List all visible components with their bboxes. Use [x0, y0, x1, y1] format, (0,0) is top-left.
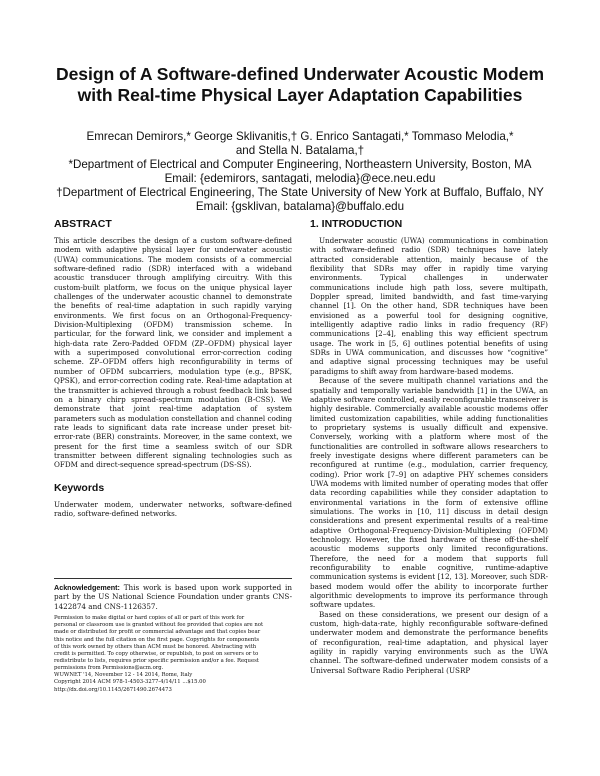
acknowledgement-text: This work is based upon work supported in part by the US National Science Foundation under grants CNS-1422874 and CNS-1126357.	[54, 583, 292, 611]
keywords-heading: Keywords	[54, 481, 105, 494]
authors-line-1: Emrecan Demirors,* George Sklivanitis,† G. Enrico Santagati,* Tommaso Melodia,*	[86, 130, 514, 143]
permission-notice	[54, 615, 292, 694]
permission-line: Permission to make digital or hard copies of all or part of this work for	[54, 615, 245, 622]
first-page-footnote	[54, 578, 292, 694]
email-1: Email: {edemirors, santagati, melodia}@ece.neu.edu	[164, 172, 436, 185]
affiliation-1: *Department of Electrical and Computer Engineering, Northeastern University, Boston, MA	[68, 158, 532, 171]
title-line-1: Design of A Software-defined Underwater Acoustic Modem	[55, 64, 545, 84]
permission-line: personal or classroom use is granted without fee provided that copies are not	[54, 622, 264, 629]
introduction-heading: 1. INTRODUCTION	[310, 218, 403, 230]
acknowledgement	[54, 583, 292, 611]
permission-line: made or distributed for profit or commercial advantage and that copies bear	[54, 629, 261, 636]
intro-paragraph-3: Based on these considerations, we present our design of a custom, high-data-rate, highly reconfigurable software-defined underwater modem and demonstrate the performance benefits of reconfiguration, real-time adaptation, and physical layer agility in rapidly varying environments such as the UWA channel. The software-defined underwater modem consists of a Universal Software Radio Peripheral (USRP	[310, 609, 548, 675]
permission-line: credit is permitted. To copy otherwise, or republish, to post on servers or to	[54, 650, 259, 657]
doi-link[interactable]: http://dx.doi.org/10.1145/2671490.2674473	[54, 686, 172, 693]
title-line-2: with Real-time Physical Layer Adaptation Capabilities	[77, 85, 523, 105]
affiliation-2: †Department of Electrical Engineering, The State University of New York at Buffalo, Buffalo, NY	[56, 186, 544, 199]
right-column	[310, 218, 548, 675]
authors-line-2: and Stella N. Batalama,†	[235, 144, 365, 157]
copyright-line: Copyright 2014 ACM 978-1-4503-3277-4/14/11 ...$15.00	[54, 679, 206, 686]
author-block	[30, 130, 570, 214]
intro-paragraph-2: Because of the severe multipath channel variations and the spatially and temporally variable bandwidth [1] in the UWA, an adaptive software controlled, easily reconfigurable transceiver is highly desirable. Commercially available acoustic modems offer limited customization capabilities, while adding functionalities to proprietary systems is usually difficult and expensive. Conversely, working with a platform where most of the functionalities are controlled in software allows researchers to freely investigate designs where different parameters can be reconfigured at runtime (e.g., modulation, carrier frequency, coding). Prior work [7–9] on adaptive PHY schemes considers UWA modems with limited number of operating modes that offer data recording capabilities while they consider adaptation to environmental variations in the form of extensive offline simulations. The works in [10, 11] discuss in detail design considerations and present experimental results of a real-time adaptive Orthogonal-Frequency-Division-Multiplexing (OFDM) technology. However, the fixed hardware of these off-the-shelf acoustic modems supports only limited reconfigurations. Therefore, the need for a modem that supports full reconfigurability to enable cognitive, runtime-adaptive communication systems is evident [12, 13]. Moreover, such SDR-based modem would offer the ability to incorporate further algorithmic developments to improve its performance through software updates.	[310, 376, 548, 610]
permission-line: redistribute to lists, requires prior specific permission and/or a fee. Request	[54, 657, 259, 664]
permission-line: permissions from Permissions@acm.org.	[54, 665, 164, 672]
abstract-heading: ABSTRACT	[54, 218, 112, 230]
email-2: Email: {gsklivan, batalama}@buffalo.edu	[195, 200, 405, 213]
intro-paragraph-1: Underwater acoustic (UWA) communications in combination with software-defined radio (SDR) techniques have lately attracted considerable attention, mainly because of the flexibility that SDRs may offer in rapidly time varying environments. Typical challenges in underwater communications include high path loss, severe multipath, Doppler spread, limited bandwidth, and fast time-varying channel [1]. On the other hand, SDR techniques have been envisioned as a powerful tool for designing cognitive, intelligently adaptive radio links in radio frequency (RF) communications [2–4], enabling this way efficient spectrum usage. The work in [5, 6] outlines potential benefits of using SDRs in UWA communication, and discusses how “cognitive” and adaptive signal processing techniques may be useful paradigms to shift away from hardware-based modems.	[310, 236, 548, 376]
left-column	[54, 218, 292, 518]
abstract-text: This article describes the design of a custom software-defined modem with adaptive physical layer for underwater acoustic (UWA) communications. The modem consists of a commercial software-defined radio (SDR) interfaced with a wideband acoustic transducer through amplifying circuitry. With this custom-built platform, we focus on the unique physical layer challenges of the underwater acoustic channel to demonstrate the benefits of real-time adaptation in such rapidly varying environments. We first focus on an Orthogonal-Frequency-Division-Multiplexing (OFDM) transmission scheme. In particular, for the forward link, we consider and implement a high-data rate Zero-Padded OFDM (ZP–OFDM) physical layer with a superimposed convolutional error-correction coding scheme. ZP–OFDM offers high reconfigurability in terms of number of OFDM subcarriers, modulation type (e.g., BPSK, QPSK), and error-correction coding rate. Real-time adaptation at the transmitter is achieved through a robust feedback link based on a binary chirp spread-spectrum modulation (B-CSS). We demonstrate that joint real-time adaptation of system parameters such as modulation constellation and channel coding rate leads to significant data rate increase under preset bit-error-rate (BER) constraints. Moreover, in the same context, we present for the first time a seamless switch of our SDR transmitter between different signaling technologies such as OFDM and direct-sequence spread-spectrum (DS-SS).	[54, 236, 292, 470]
paper-title	[30, 64, 570, 106]
permission-line: of this work owned by others than ACM must be honored. Abstracting with	[54, 643, 257, 650]
keywords-text: Underwater modem, underwater networks, software-defined radio, software-defined networks.	[54, 499, 292, 518]
conference-line: WUWNET '14, November 12 - 14 2014, Rome, Italy	[54, 672, 193, 679]
acknowledgement-label: Acknowledgement:	[54, 583, 120, 592]
permission-line: this notice and the full citation on the first page. Copyrights for components	[54, 636, 260, 643]
